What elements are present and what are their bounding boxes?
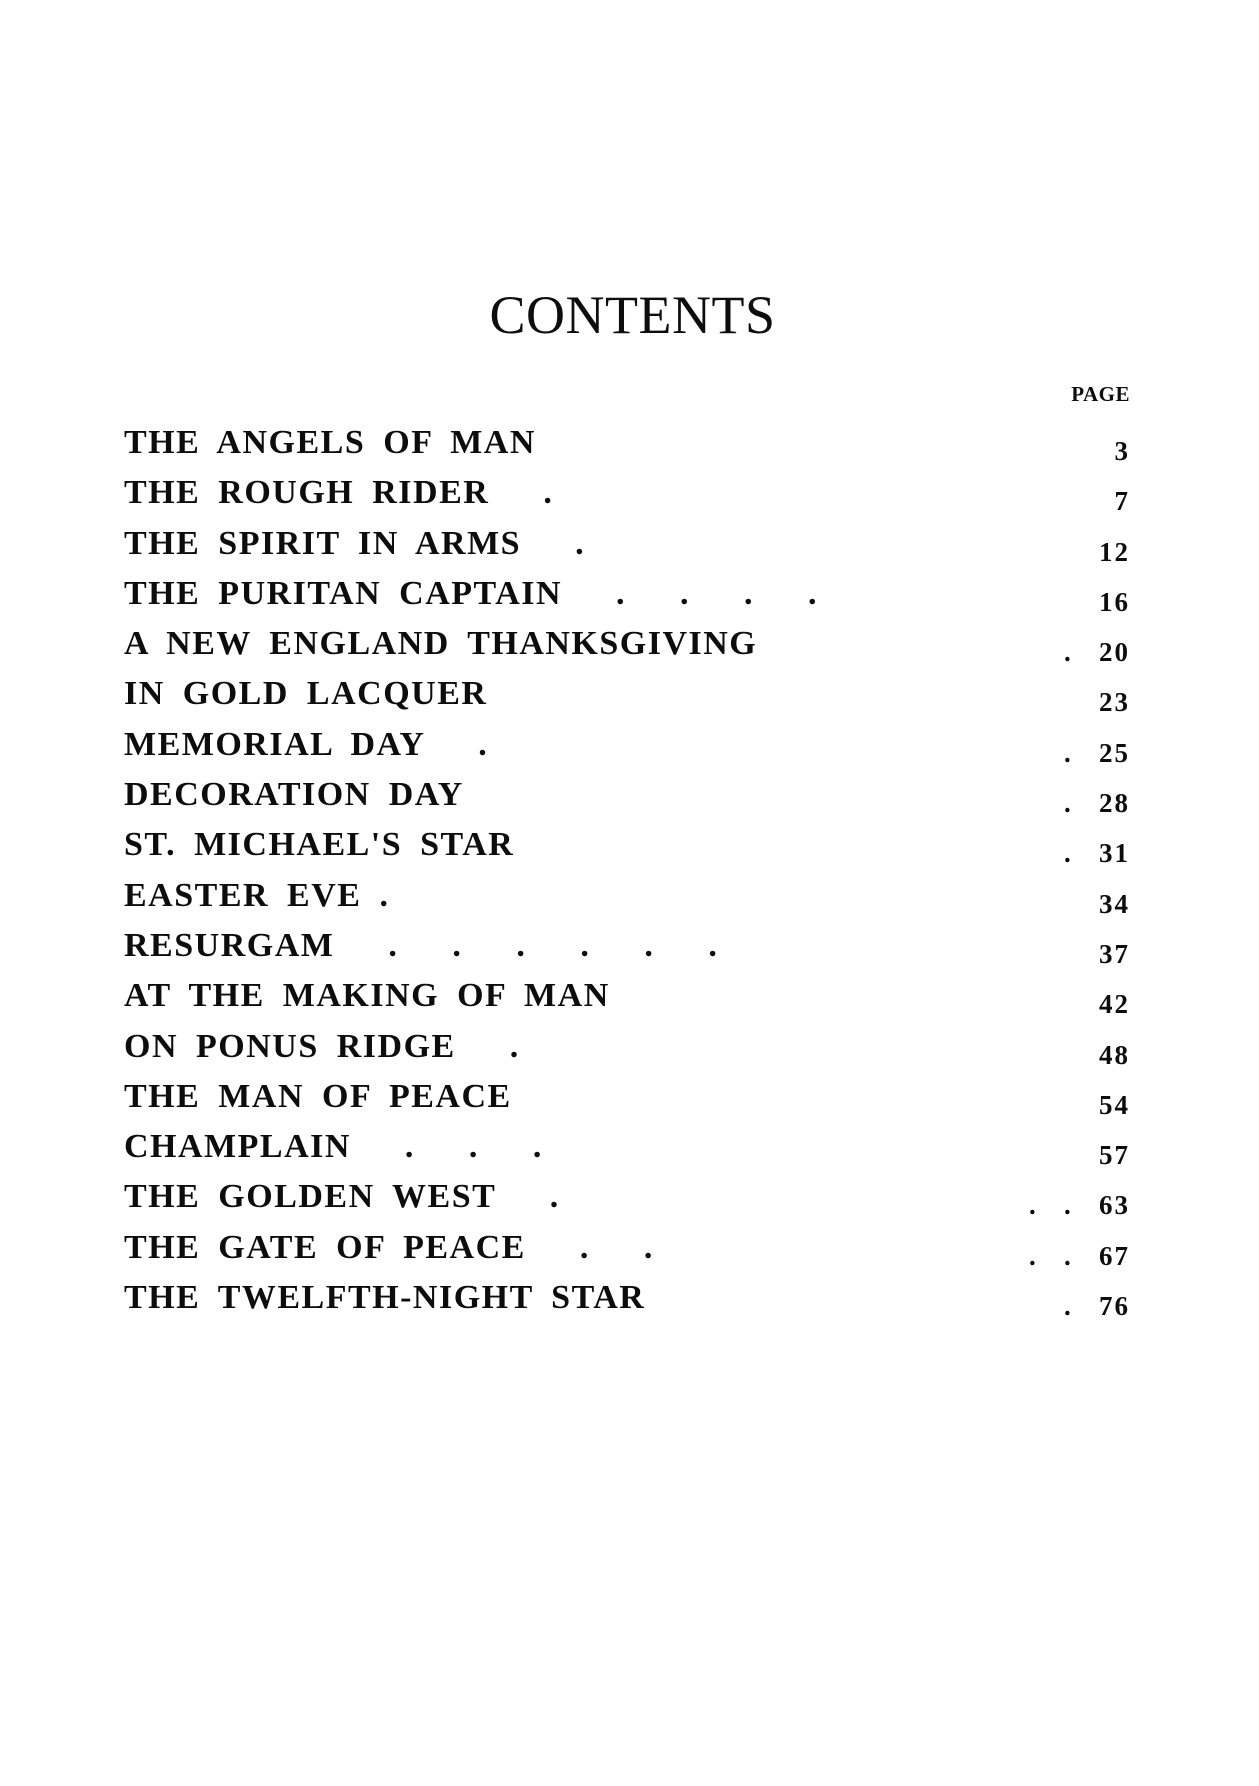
toc-entry [124,724,1130,774]
toc-entry-title: ST. MICHAEL'S STAR [124,826,515,864]
toc-entry-title: THE MAN OF PEACE [124,1077,512,1115]
toc-entry-page: . 31 [1064,838,1130,869]
toc-entry [124,1227,1130,1277]
toc-entry-page: 54 [1099,1089,1130,1120]
page-column-label: PAGE [1071,382,1130,406]
toc-entry-title: THE PURITAN CAPTAIN . . . . [124,574,819,612]
toc-entry-title: THE GATE OF PEACE . . [124,1228,654,1266]
toc-entry [124,623,1130,673]
toc-entry [124,1126,1130,1176]
toc-entry [124,472,1130,522]
toc-entry [124,925,1130,975]
toc-entry [124,774,1130,824]
toc-entry-page: 23 [1099,687,1130,718]
toc-entry-page: 34 [1099,888,1130,919]
toc-entry-page: 37 [1099,938,1130,969]
toc-entry-page: . . 67 [1029,1240,1130,1271]
toc-entry [124,422,1130,472]
toc-entry [124,875,1130,925]
toc-entry-page: 16 [1099,586,1130,617]
toc-entry-title: A NEW ENGLAND THANKSGIVING [124,625,758,663]
toc-entry [124,975,1130,1025]
page-title: CONTENTS [489,285,776,345]
toc-entry-title: IN GOLD LACQUER [124,675,488,713]
toc-entry-page: 12 [1099,536,1130,567]
toc-entry-title: THE GOLDEN WEST . [124,1178,560,1216]
toc-entry [124,1076,1130,1126]
toc-entry-title: THE SPIRIT IN ARMS . [124,524,586,562]
toc-entry-title: RESURGAM . . . . . . [124,926,719,964]
toc-entry-title: CHAMPLAIN . . . [124,1128,543,1166]
toc-entry [124,573,1130,623]
toc-entry-page: 48 [1099,1039,1130,1070]
toc-entry-title: AT THE MAKING OF MAN [124,977,610,1015]
toc-entry [124,523,1130,573]
toc-entry-page: 7 [1114,486,1130,517]
toc-entry-title: THE TWELFTH-NIGHT STAR [124,1279,646,1317]
toc-entry-title: MEMORIAL DAY . [124,725,489,763]
toc-entry-title: ON PONUS RIDGE . [124,1027,520,1065]
toc-entry-page: 42 [1099,989,1130,1020]
toc-entry-title: EASTER EVE . [124,876,390,914]
table-of-contents [124,422,1130,1327]
toc-entry-page: . 28 [1064,788,1130,819]
toc-entry-page: . 25 [1064,737,1130,768]
toc-entry-page: 57 [1099,1140,1130,1171]
toc-entry [124,824,1130,874]
toc-entry [124,1026,1130,1076]
toc-entry-page: 3 [1114,436,1130,466]
toc-entry [124,673,1130,723]
toc-entry [124,1277,1130,1327]
toc-entry-page: . 20 [1064,637,1130,668]
toc-entry-title: THE ROUGH RIDER . [124,474,554,512]
toc-entry-title: DECORATION DAY [124,776,464,814]
toc-entry-title: THE ANGELS OF MAN [124,424,536,461]
toc-entry [124,1176,1130,1226]
toc-entry-page: . . 63 [1029,1190,1130,1221]
toc-entry-page: . 76 [1064,1291,1130,1322]
